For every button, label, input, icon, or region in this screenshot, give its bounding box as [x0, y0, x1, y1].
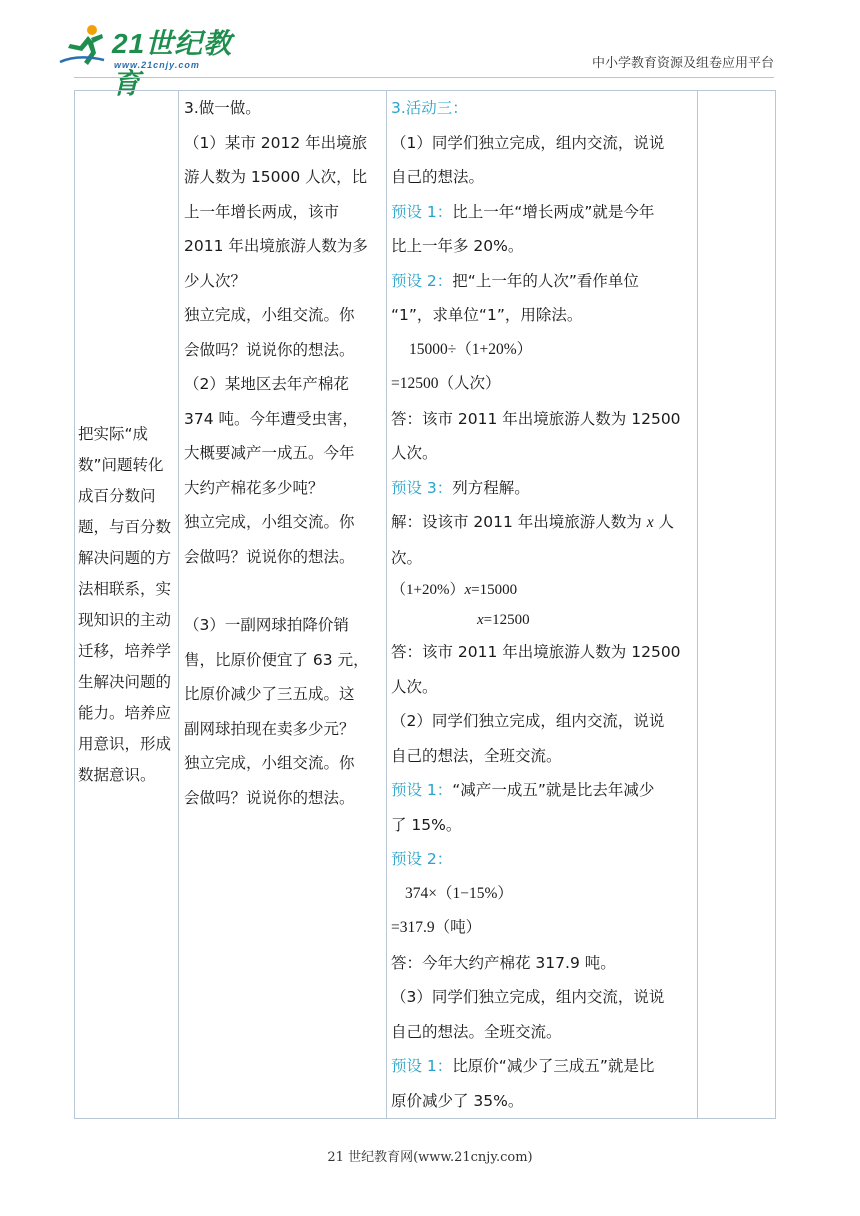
- lesson-table: [74, 90, 776, 1119]
- problem-2-line: 374 吨。今年遭受虫害，: [184, 409, 359, 428]
- spacer: [179, 574, 386, 608]
- activity-3-title: 3.活动三：: [391, 99, 468, 117]
- task-instruction: 独立完成，小组交流。你: [184, 754, 355, 772]
- problem-2-line: 大概要减产一成五。今年: [184, 444, 355, 462]
- solution-text: 解：设该市 2011 年出境旅游人数为: [391, 513, 647, 531]
- calculation-line: =12500（人次）: [391, 375, 501, 392]
- platform-name: 中小学教育资源及组卷应用平台: [591, 56, 774, 71]
- step-text: 自己的想法，全班交流。: [391, 746, 562, 765]
- step-text: （2）同学们独立完成，组内交流，说说: [391, 712, 665, 730]
- preset-label: 预设 1：: [391, 1057, 453, 1075]
- equation-part: =15000: [471, 582, 518, 598]
- preset-label: 预设 1：: [391, 202, 453, 221]
- notes-cell: [698, 91, 776, 1119]
- equation-part: （1+20%）: [391, 582, 465, 598]
- preset-label: 预设 2：: [391, 850, 453, 868]
- problem-3-line: 副网球拍现在卖多少元？: [184, 719, 355, 738]
- problem-1-line: 少人次？: [184, 271, 247, 290]
- problem-3-line: （3）一副网球拍降价销: [184, 616, 349, 634]
- preset-line: [387, 471, 697, 506]
- problem-1-line: 上一年增长两成，该市: [184, 202, 340, 221]
- preset-text: 原价减少了 35%。: [391, 1091, 524, 1110]
- logo-url: www.21cnjy.com: [114, 60, 200, 70]
- equation-part: =12500: [483, 612, 530, 628]
- logo-text: 21世纪教育: [112, 28, 233, 99]
- variable-x: x: [646, 514, 654, 531]
- answer-text: 答：该市 2011 年出境旅游人数为 12500: [391, 643, 681, 661]
- task-instruction: 会做吗？说说你的想法。: [184, 788, 355, 807]
- solution-line: [387, 505, 697, 541]
- student-activity-cell: [387, 91, 698, 1119]
- calculation-line: =317.9（吨）: [391, 919, 482, 936]
- problem-1-line: 游人数为 15000 人次，比: [184, 168, 368, 186]
- equation-line: [387, 575, 697, 605]
- answer-text: 答：该市 2011 年出境旅游人数为 12500: [391, 409, 681, 428]
- design-intent-cell: [75, 91, 179, 1119]
- page-header: [0, 0, 860, 99]
- preset-text: 比原价“减少了三成五”就是比: [452, 1057, 655, 1075]
- preset-text: 比上一年“增长两成”就是今年: [452, 202, 655, 221]
- task-instruction: 会做吗？说说你的想法。: [184, 547, 355, 566]
- calculation-line: 15000÷（1+20%）: [409, 340, 533, 358]
- design-intent-text: 把实际“成数”问题转化成百分数问题，与百分数解决问题的方法相联系，实现知识的主动迁移，培养学生解决问题的能力。培养应用意识，形成数据意识。: [78, 424, 172, 784]
- problem-2-line: （2）某地区去年产棉花: [184, 375, 349, 393]
- solution-text: 次。: [391, 548, 423, 567]
- running-figure-icon: [58, 24, 112, 68]
- answer-text: 答：今年大约产棉花 317.9 吨。: [391, 953, 616, 972]
- header-divider: [74, 77, 774, 78]
- variable-x: x: [477, 612, 484, 628]
- preset-text: 列方程解。: [452, 478, 530, 497]
- preset-line: [387, 195, 697, 230]
- preset-text: “减产一成五”就是比去年减少: [452, 781, 655, 799]
- problem-1-line: 2011 年出境旅游人数为多: [184, 237, 368, 255]
- preset-label: 预设 1：: [391, 781, 453, 799]
- problem-2-line: 大约产棉花多少吨？: [184, 478, 324, 497]
- problem-1-line: （1）某市 2012 年出境旅: [184, 133, 368, 152]
- activity-title: 3.做一做。: [184, 99, 261, 117]
- step-text: （3）同学们独立完成，组内交流，说说: [391, 988, 665, 1006]
- page-footer: 21 世纪教育网(www.21cnjy.com): [327, 1150, 533, 1165]
- answer-text: 人次。: [391, 677, 438, 696]
- preset-line: [387, 264, 697, 299]
- preset-text: 了 15%。: [391, 815, 462, 834]
- preset-text: “1”，求单位“1”，用除法。: [391, 306, 583, 324]
- preset-label: 预设 3：: [391, 478, 453, 497]
- site-logo[interactable]: [58, 22, 238, 99]
- equation-line: [387, 605, 697, 635]
- preset-label: 预设 2：: [391, 271, 453, 290]
- problem-3-line: 比原价减少了三五成。这: [184, 685, 355, 703]
- preset-text: 把“上一年的人次”看作单位: [452, 271, 639, 290]
- step-text: 自己的想法。: [391, 168, 485, 186]
- solution-text: 人: [653, 513, 675, 531]
- calculation-line: 374×（1−15%）: [405, 884, 513, 902]
- problem-3-line: 售，比原价便宜了 63 元，: [184, 650, 369, 669]
- task-instruction: 独立完成，小组交流。你: [184, 306, 355, 324]
- task-instruction: 会做吗？说说你的想法。: [184, 340, 355, 359]
- step-text: 自己的想法。全班交流。: [391, 1022, 562, 1041]
- preset-text: 比上一年多 20%。: [391, 237, 524, 255]
- preset-line: [387, 1049, 697, 1084]
- answer-text: 人次。: [391, 444, 438, 462]
- teacher-activity-cell: [179, 91, 387, 1119]
- task-instruction: 独立完成，小组交流。你: [184, 513, 355, 531]
- preset-line: [387, 773, 697, 808]
- variable-x: x: [464, 582, 472, 598]
- step-text: （1）同学们独立完成，组内交流，说说: [391, 133, 665, 152]
